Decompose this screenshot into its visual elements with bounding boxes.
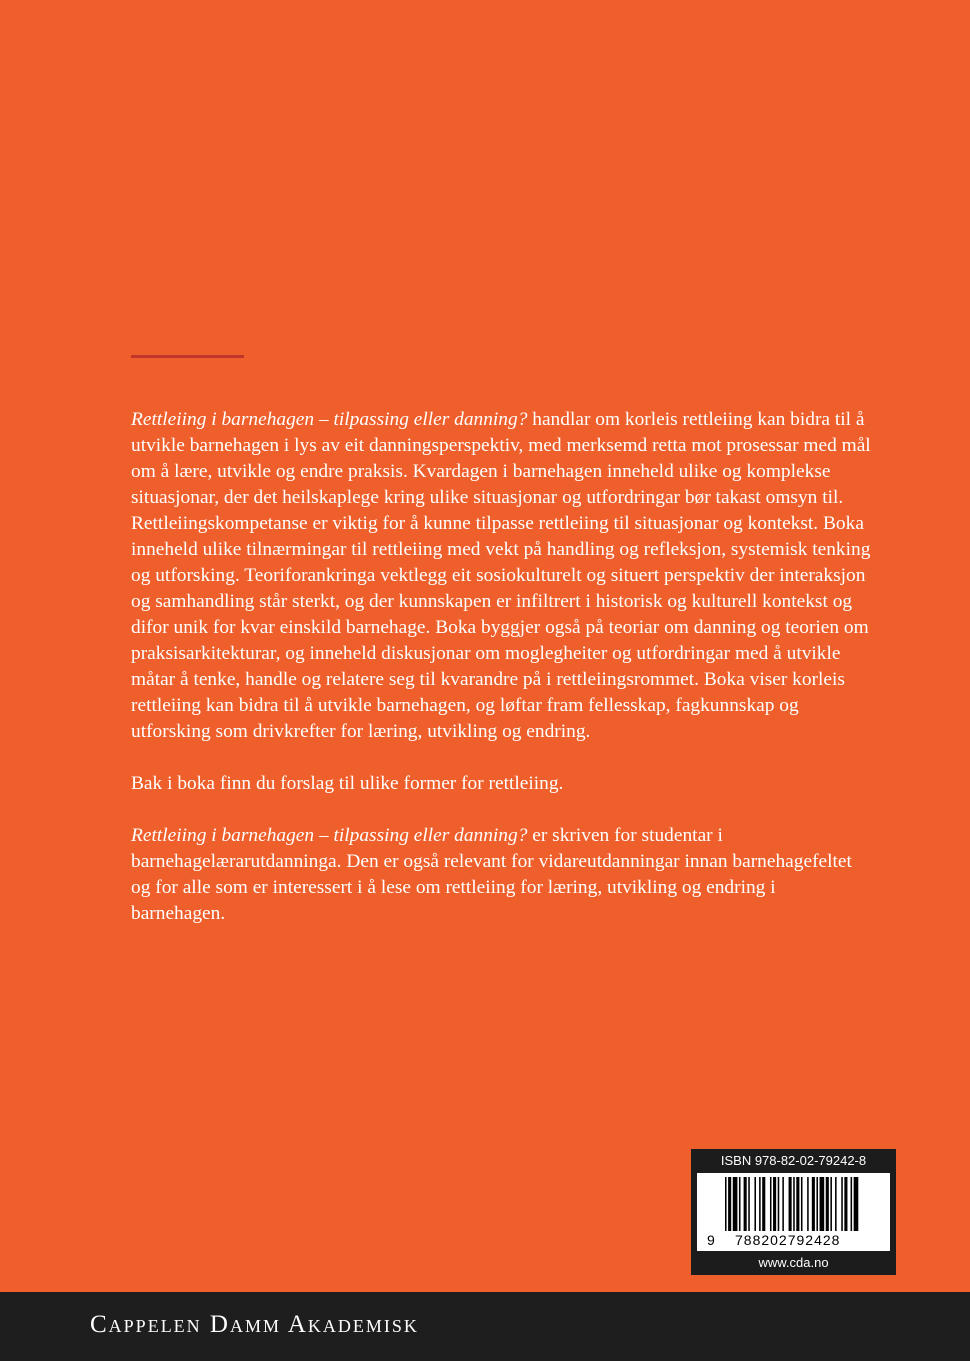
barcode-bar — [812, 1177, 815, 1231]
barcode-bar — [754, 1177, 756, 1231]
barcode-bar — [796, 1177, 799, 1231]
barcode-bar — [844, 1177, 847, 1231]
barcode-bar — [770, 1177, 772, 1231]
blurb-paragraph-1 — [131, 407, 871, 745]
blurb-paragraph-3-text: er skriven for studentar i barnehagelærarutdanninga. Den er også relevant for vidareutdanningar innan barnehagefeltet og for alle som er interessert i å lese om rettleiing for læring, utvikling og endring i barnehagen. — [131, 825, 852, 924]
barcode-bar — [820, 1177, 825, 1231]
barcode-bar — [793, 1177, 795, 1231]
publisher-name: Cappelen Damm Akademisk — [90, 1311, 419, 1338]
book-title-italic: Rettleiing i barnehagen – tilpassing eller danning? — [131, 409, 528, 430]
barcode-bar — [801, 1177, 803, 1231]
barcode-bar — [733, 1177, 738, 1231]
barcode-bar — [807, 1177, 809, 1231]
barcode-bar — [778, 1177, 780, 1231]
barcode-bar — [773, 1177, 776, 1231]
blurb-paragraph-1-text: handlar om korleis rettleiing kan bidra til å utvikle barnehagen i lys av eit danningsperspektiv, med merksemd retta mot prosessar med mål om å lære, utvikle og endre praksis. Kvardagen i barnehagen inneheld ulike og komplekse situasjonar, der det heilskaplege kring ulike situasjonar og utfordringar bør takast omsyn til. Rettleiingskompetanse er viktig for å kunne tilpasse rettleiing til situasjonar og kontekst. Boka inneheld ulike tilnærmingar til rettleiing med vekt på handling og refleksjon, systemisk tenking og utforsking. Teoriforankringa vektlegg eit sosiokulturelt og situert perspektiv der interaksjon og samhandling står sterkt, og der kunnskapen er infiltrert i historisk og kulturell kontekst og difor unik for kvar einskild barnehage. Boka byggjer også på teoriar om danning og teorien om praksisarkitekturar, og inneheld diskusjonar om moglegheiter og utfordringar med å utvikle måtar å tenke, handle og relatere seg til kvarandre på i rettleiingsrommet. Boka viser korleis rettleiing kan bidra til å utvikle barnehagen, og løftar fram fellesskap, fagkunnskap og utforsking som drivkrefter for læring, utvikling og endring. — [131, 409, 871, 742]
barcode-bar — [826, 1177, 829, 1231]
barcode-bar — [739, 1177, 741, 1231]
barcode-bar — [748, 1177, 750, 1231]
barcode-lead-digit: 9 — [707, 1232, 716, 1248]
barcode — [697, 1173, 890, 1251]
barcode-bar — [782, 1177, 784, 1231]
barcode-number: 788202792428 — [735, 1232, 841, 1248]
publisher-footer — [0, 1292, 970, 1361]
barcode-bar — [854, 1177, 859, 1231]
website-label: www.cda.no — [758, 1255, 829, 1270]
barcode-bar — [762, 1177, 765, 1231]
barcode-bar — [725, 1177, 727, 1231]
barcode-bar — [744, 1177, 747, 1231]
blurb-paragraph-2: Bak i boka finn du forslag til ulike former for rettleiing. — [131, 773, 564, 794]
barcode-bar — [816, 1177, 818, 1231]
isbn-label: ISBN 978-82-02-79242-8 — [720, 1153, 867, 1168]
barcode-bar — [835, 1177, 837, 1231]
book-title-italic: Rettleiing i barnehagen – tilpassing eller danning? — [131, 825, 528, 846]
barcode-bar — [789, 1177, 792, 1231]
barcode-bar — [851, 1177, 853, 1231]
back-cover-blurb — [131, 407, 871, 953]
barcode-bar — [830, 1177, 832, 1231]
barcode-bar — [841, 1177, 843, 1231]
blurb-paragraph-3 — [131, 823, 871, 927]
decorative-rule — [131, 355, 244, 358]
barcode-bar — [759, 1177, 761, 1231]
barcode-bars — [697, 1173, 890, 1235]
isbn-barcode-box — [691, 1149, 896, 1275]
barcode-bar — [728, 1177, 731, 1231]
